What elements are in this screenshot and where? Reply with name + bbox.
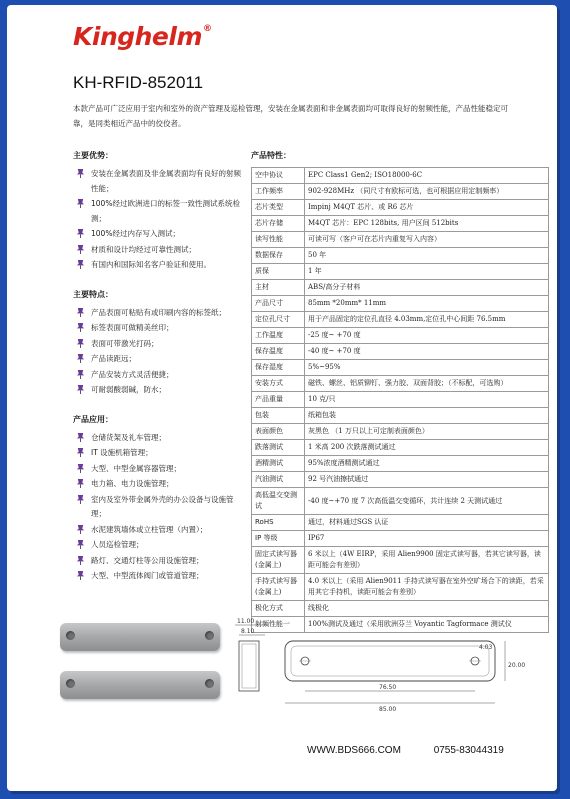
spec-key: RoHS [252,515,305,531]
spec-key: 产品尺寸 [252,296,305,312]
list-item [73,368,248,383]
features-heading: 主要特点： [73,289,113,299]
spec-value: IP67 [305,531,549,547]
spec-value: 灰黑色 （1 万只以上可定制表面颜色） [305,424,549,440]
spec-row [252,440,549,456]
right-column [251,150,551,633]
spec-row [252,574,549,601]
list-item [73,446,248,461]
list-item-text: 大型、中型流体阀门或管道管理； [91,571,204,580]
tag-photo-bottom [60,671,220,699]
spec-row [252,216,549,232]
datasheet-page [7,5,557,791]
spec-key: 极化方式 [252,601,305,617]
spec-row [252,264,549,280]
spec-row [252,312,549,328]
spec-key: 工作频率 [252,184,305,200]
spec-row [252,424,549,440]
product-images [7,615,557,735]
advantages-list [73,167,248,273]
spec-key: 汽油测试 [252,472,305,488]
list-item-text: 100%经过欧洲进口的标签一致性测试系统检测； [91,199,240,223]
list-item-text: 大型、中型金属容器管理； [91,463,181,473]
spec-value: 85mm *20mm* 11mm [305,296,549,312]
left-column [73,150,248,600]
mount-hole-icon [205,631,214,640]
spec-key: 空中协议 [252,168,305,184]
dim-length: 85.00 [379,706,397,713]
list-item-text: 电力箱、电力设施管理； [91,479,174,488]
spec-key: 安装方式 [252,376,305,392]
specs-table [251,167,549,633]
spec-value: 可读可写（客户可在芯片内重复写入内容） [305,232,549,248]
list-item-text: 产品表面可粘贴有或印刷内容的标签纸； [91,307,226,317]
list-item [73,554,248,569]
spec-key: 芯片类型 [252,200,305,216]
spec-value: 92 号汽油擦拭通过 [305,472,549,488]
spec-row [252,328,549,344]
spec-row [252,168,549,184]
list-item-text: 产品读距远； [91,354,136,363]
spec-value: -40 度~ +70 度 [305,344,549,360]
pin-bullet-icon [76,354,85,363]
spec-value: 磁铁、螺丝、铝质铆钉、强力胶、双面背胶；（不标配，可选购） [305,376,549,392]
pin-bullet-icon [76,571,85,580]
spec-key: 酒精测试 [252,456,305,472]
spec-key: 定位孔尺寸 [252,312,305,328]
spec-value: Impinj M4QT 芯片、或 R6 芯片 [305,200,549,216]
pin-bullet-icon [76,385,85,394]
dim-width: 20.00 [508,662,526,669]
list-item [73,493,248,522]
list-item [73,167,248,196]
spec-key: 工作温度 [252,328,305,344]
list-item-text: 安装在金属表面及非金属表面均有良好的射频性能； [91,169,241,193]
list-item [73,227,248,242]
list-item [73,462,248,477]
spec-value: 50 年 [305,248,549,264]
spec-row [252,531,549,547]
spec-key: 射频性能一 [252,617,305,633]
pin-bullet-icon [76,339,85,348]
applications-list [73,431,248,584]
pin-bullet-icon [76,308,85,317]
list-item-text: 材质和设计均经过可靠性测试； [91,244,196,254]
pin-bullet-icon [76,169,85,178]
spec-value: 6 米以上（4W EIRP，采用 Alien9900 固定式读写器，若其它读写器，读距可能会有差别） [305,547,549,574]
list-item-text: 有国内和国际知名客户验证和使用。 [91,260,211,269]
spec-value: -25 度~ +70 度 [305,328,549,344]
pin-bullet-icon [76,245,85,254]
spec-key: 产品重量 [252,392,305,408]
list-item [73,337,248,352]
features-list [73,306,248,398]
list-item-text: 产品安装方式灵活便捷； [91,369,174,379]
spec-key: IP 等级 [252,531,305,547]
spec-value: 线极化 [305,601,549,617]
dim-pitch: 76.50 [379,684,397,691]
dim-hole: 4.03 [479,644,493,651]
specs-heading: 产品特性： [251,151,291,160]
pin-bullet-icon [76,448,85,457]
spec-key: 保存温度 [252,344,305,360]
list-item-text: 室内及室外带金属外壳的办公设备与设施管理； [91,494,234,518]
advantages-heading: 主要优势： [73,151,113,160]
list-item [73,321,248,336]
spec-key: 数据保存 [252,248,305,264]
spec-value: 通过，材料通过SGS 认证 [305,515,549,531]
pin-bullet-icon [76,495,85,504]
mount-hole-icon [205,679,214,688]
kinghelm-logo [73,22,212,51]
list-item [73,197,248,226]
spec-key: 高低温交变测试 [252,488,305,515]
spec-value: 100%测试及通过（采用欧洲芬兰 Voyantic Tagformace 测试仪 [305,617,549,633]
list-item-text: 仓储货架及礼车管理； [91,432,166,442]
spec-key: 质保 [252,264,305,280]
spec-row [252,547,549,574]
spec-row [252,344,549,360]
list-item [73,523,248,538]
spec-row [252,280,549,296]
mount-hole-icon [66,679,75,688]
list-item-text: IT 设施机箱管理； [91,448,153,457]
website-link[interactable]: WWW.BDS666.COM [307,745,401,756]
list-item-text: 人员巡检管理； [91,540,144,549]
spec-row [252,200,549,216]
spec-value: 4.0 米以上（采用 Alien9011 手持式读写器在室外空旷场合下的读距，若采用其它手持机，读距可能会有差别） [305,574,549,601]
spec-row [252,296,549,312]
spec-row [252,360,549,376]
tag-photo-top [60,623,220,651]
phone-number: 0755-83044319 [433,745,504,756]
spec-row [252,392,549,408]
spec-value: 95%浓度酒精测试通过 [305,456,549,472]
pin-bullet-icon [76,199,85,208]
pin-bullet-icon [76,556,85,565]
product-intro: 本款产品可广泛应用于室内和室外的资产管理及巡检管理，安装在金属表面和非金属表面均可取得良好的射频性能，产品性能稳定可靠，是同类相近产品中的佼佼者。 [73,104,508,128]
spec-row [252,515,549,531]
list-item [73,258,248,273]
pin-bullet-icon [76,370,85,379]
list-item-text: 路灯、交通灯柱等公用设施管理； [91,555,204,565]
pin-bullet-icon [76,464,85,473]
list-item [73,431,248,446]
list-item-text: 表面可带激光打码； [91,338,159,348]
spec-value: 1 米高 200 次跌落测试通过 [305,440,549,456]
spec-row [252,472,549,488]
list-item-text: 可耐弱酸弱碱，防水； [91,385,166,394]
spec-key: 主材 [252,280,305,296]
list-item [73,306,248,321]
spec-row [252,456,549,472]
pin-bullet-icon [76,229,85,238]
list-item-text: 100%经过内存写入测试； [91,229,180,238]
pin-bullet-icon [76,433,85,442]
spec-row [252,376,549,392]
spec-value: EPC Class1 Gen2; ISO18000-6C [305,168,549,184]
spec-key: 手持式读写器(金属上) [252,574,305,601]
side-view-drawing [229,619,274,699]
dim-sub: 8.10 [241,628,255,635]
list-item-text: 水泥建筑墙体或立柱管理（内置）； [91,524,208,534]
spec-value: 纸箱包装 [305,408,549,424]
spec-key: 保存湿度 [252,360,305,376]
list-item [73,243,248,258]
spec-key: 包装 [252,408,305,424]
spec-value: 902-928MHz （同尺寸有欧标可选，也可根据应用定制频率） [305,184,549,200]
mount-hole-icon [66,631,75,640]
spec-value: -40 度~+70 度 7 次高低温交变循环，共计连续 2 天测试通过 [305,488,549,515]
list-item-text: 标签表面可做精美丝印； [91,323,174,332]
list-item [73,477,248,492]
spec-row [252,248,549,264]
spec-value: 5%~95% [305,360,549,376]
list-item [73,569,248,584]
registered-mark: ® [203,24,212,34]
list-item [73,538,248,553]
footer-contact [307,745,534,756]
spec-row [252,488,549,515]
spec-value: M4QT 芯片：EPC 128bits, 用户区间 512bits [305,216,549,232]
list-item [73,383,248,398]
spec-value: ABS/高分子材料 [305,280,549,296]
spec-value: 10 克/只 [305,392,549,408]
dim-height: 11.00 [237,618,255,625]
spec-value: 用于产品固定的定位孔直径 4.03mm,定位孔中心间距 76.5mm [305,312,549,328]
top-view-drawing [279,633,526,725]
spec-key: 跌落测试 [252,440,305,456]
spec-key: 读写性能 [252,232,305,248]
spec-key: 芯片存储 [252,216,305,232]
spec-row [252,232,549,248]
pin-bullet-icon [76,479,85,488]
spec-row [252,408,549,424]
product-title: KH-RFID-852011 [73,73,204,92]
pin-bullet-icon [76,323,85,332]
pin-bullet-icon [76,525,85,534]
pin-bullet-icon [76,260,85,269]
spec-value: 1 年 [305,264,549,280]
spec-row [252,184,549,200]
list-item [73,352,248,367]
spec-key: 固定式读写器(金属上) [252,547,305,574]
applications-heading: 产品应用： [73,414,113,424]
logo-text: Kinghelm [73,22,203,51]
spec-key: 表面颜色 [252,424,305,440]
pin-bullet-icon [76,540,85,549]
